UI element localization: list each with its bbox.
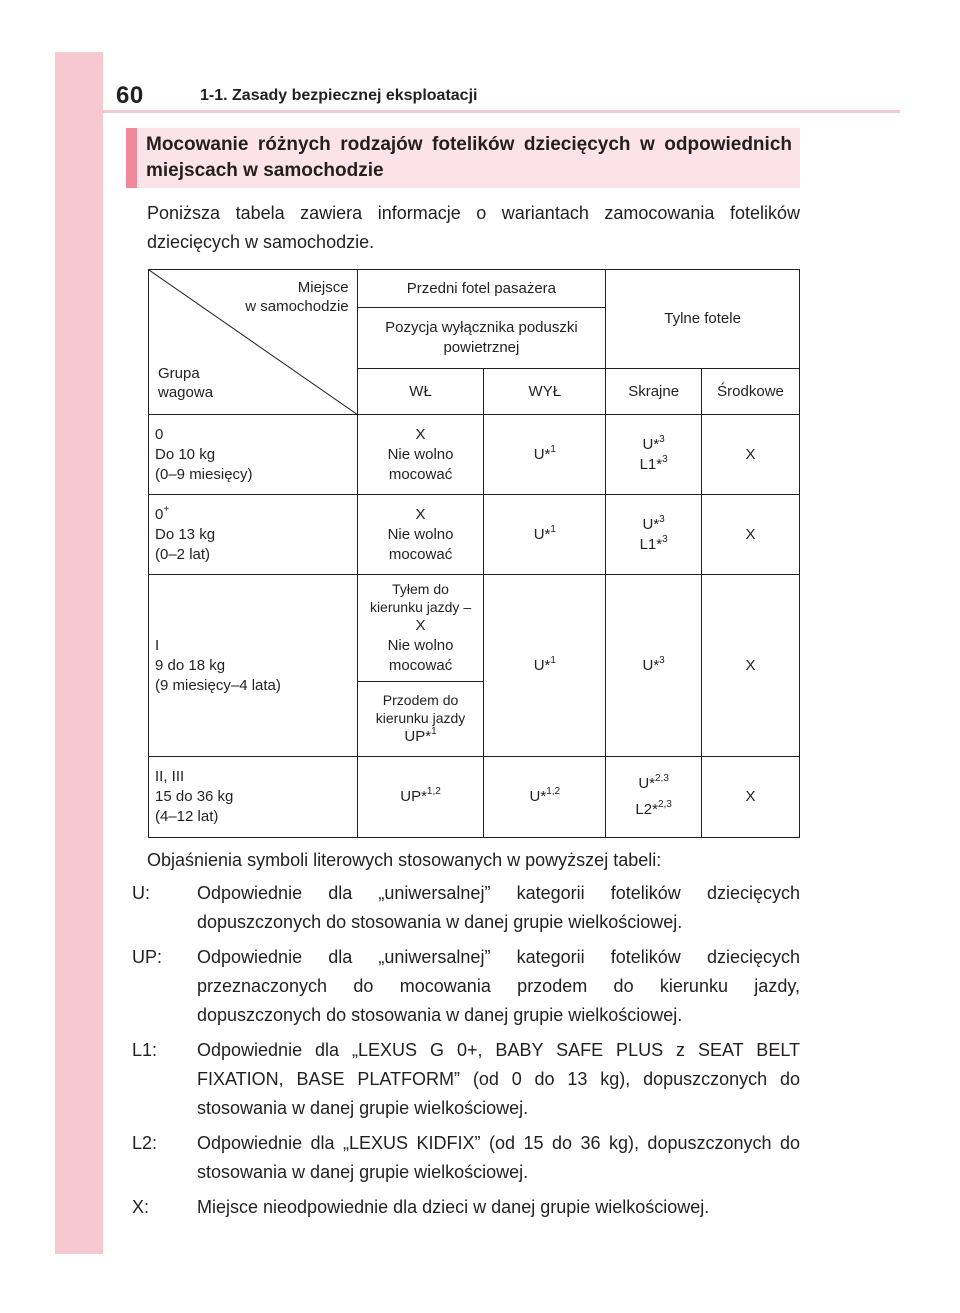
legend-item: X: Miejsce nieodpowiednie dla dzieci w danej grupie wielkościowej. <box>132 1197 710 1217</box>
table-row <box>149 415 800 495</box>
subheader-off: WYŁ <box>484 369 606 415</box>
legend-item: L2: Odpowiednie dla „LEXUS KIDFIX” (od 15 do 36 kg), dopuszczonych do stosowania w danej grupie wielkościowej. <box>132 1133 800 1182</box>
child-seat-table <box>148 269 800 838</box>
cell-outer: U*$^3$ L1*$^3$ <box>606 415 702 495</box>
cell-off: U*$^1$ <box>484 415 606 495</box>
group-cell: II, III 15 do 36 kg (4–12 lat) <box>149 757 358 838</box>
section-title: Mocowanie różnych rodzajów fotelików dziecięcych w odpowiednich miejscach w samochodzie <box>146 134 792 181</box>
cell-off: U*$^{1,2}$ <box>484 757 606 838</box>
cell-off: U*$^1$ <box>484 495 606 575</box>
table-corner-header <box>149 270 358 415</box>
cell-center: X <box>702 495 800 575</box>
section-heading-accent <box>126 128 137 188</box>
chapter-sidebar-strip <box>55 52 103 1254</box>
legend-title: Objaśnienia symboli literowych stosowanych w powyższej tabeli: <box>147 850 662 870</box>
legend-item: UP: Odpowiednie dla „uniwersalnej” kategorii fotelików dziecięcych przeznaczonych do mocowania przodem do kierunku jazdy, dopuszczonych do stosowania w danej grupie wielkościowej. <box>132 947 800 1025</box>
group-cell: 0+ Do 13 kg (0–2 lat) <box>149 495 358 575</box>
corner-label-location: Miejsce w samochodzie <box>245 279 349 315</box>
cell-on: X Nie wolno mocować <box>357 495 484 575</box>
group-cell: I 9 do 18 kg (9 miesięcy–4 lata) <box>149 575 358 757</box>
cell-center: X <box>702 757 800 838</box>
header-rear-seats: Tylne fotele <box>606 270 800 369</box>
header-airbag-switch-position: Pozycja wyłącznika poduszki powietrznej <box>357 308 606 369</box>
corner-label-group: Grupa wagowa <box>158 365 214 401</box>
cell-outer: U*$^3$ L1*$^3$ <box>606 495 702 575</box>
legend-item: L1: Odpowiednie dla „LEXUS G 0+, BABY SAFE PLUS z SEAT BELT FIXATION, BASE PLATFORM” (od 0 do 13 kg), dopuszczonych do stosowania w danej grupie wielkościowej. <box>132 1040 800 1118</box>
legend-list <box>130 879 800 1222</box>
intro-paragraph: Poniższa tabela zawiera informacje o wariantach zamocowania fotelików dziecięcych w samochodzie. <box>147 203 800 252</box>
subheader-center: Środkowe <box>702 369 800 415</box>
subheader-outer: Skrajne <box>606 369 702 415</box>
cell-on: UP*$^{1,2}$ <box>357 757 484 838</box>
cell-outer: U*$^{2,3}$ L2*$^{2,3}$ <box>606 757 702 838</box>
cell-center: X <box>702 415 800 495</box>
cell-on-rear-facing: Tyłem do kierunku jazdy – X Nie wolno mocować <box>357 575 484 682</box>
header-rule <box>103 110 900 113</box>
chapter-title: 1-1. Zasady bezpiecznej eksploatacji <box>200 87 478 104</box>
subheader-on: WŁ <box>357 369 484 415</box>
cell-outer: U*$^3$ <box>606 575 702 757</box>
table-row <box>149 575 800 682</box>
page-number: 60 <box>116 82 144 109</box>
cell-center: X <box>702 575 800 757</box>
cell-on: X Nie wolno mocować <box>357 415 484 495</box>
table-row <box>149 495 800 575</box>
cell-on-forward-facing: Przodem do kierunku jazdy UP*$^1$ <box>357 682 484 757</box>
table-row <box>149 757 800 838</box>
group-cell: 0 Do 10 kg (0–9 miesięcy) <box>149 415 358 495</box>
legend-item: U: Odpowiednie dla „uniwersalnej” kategorii fotelików dziecięcych dopuszczonych do stosowania w danej grupie wielkościowej. <box>132 883 800 932</box>
header-front-passenger-seat: Przedni fotel pasażera <box>357 270 606 308</box>
cell-off: U*$^1$ <box>484 575 606 757</box>
